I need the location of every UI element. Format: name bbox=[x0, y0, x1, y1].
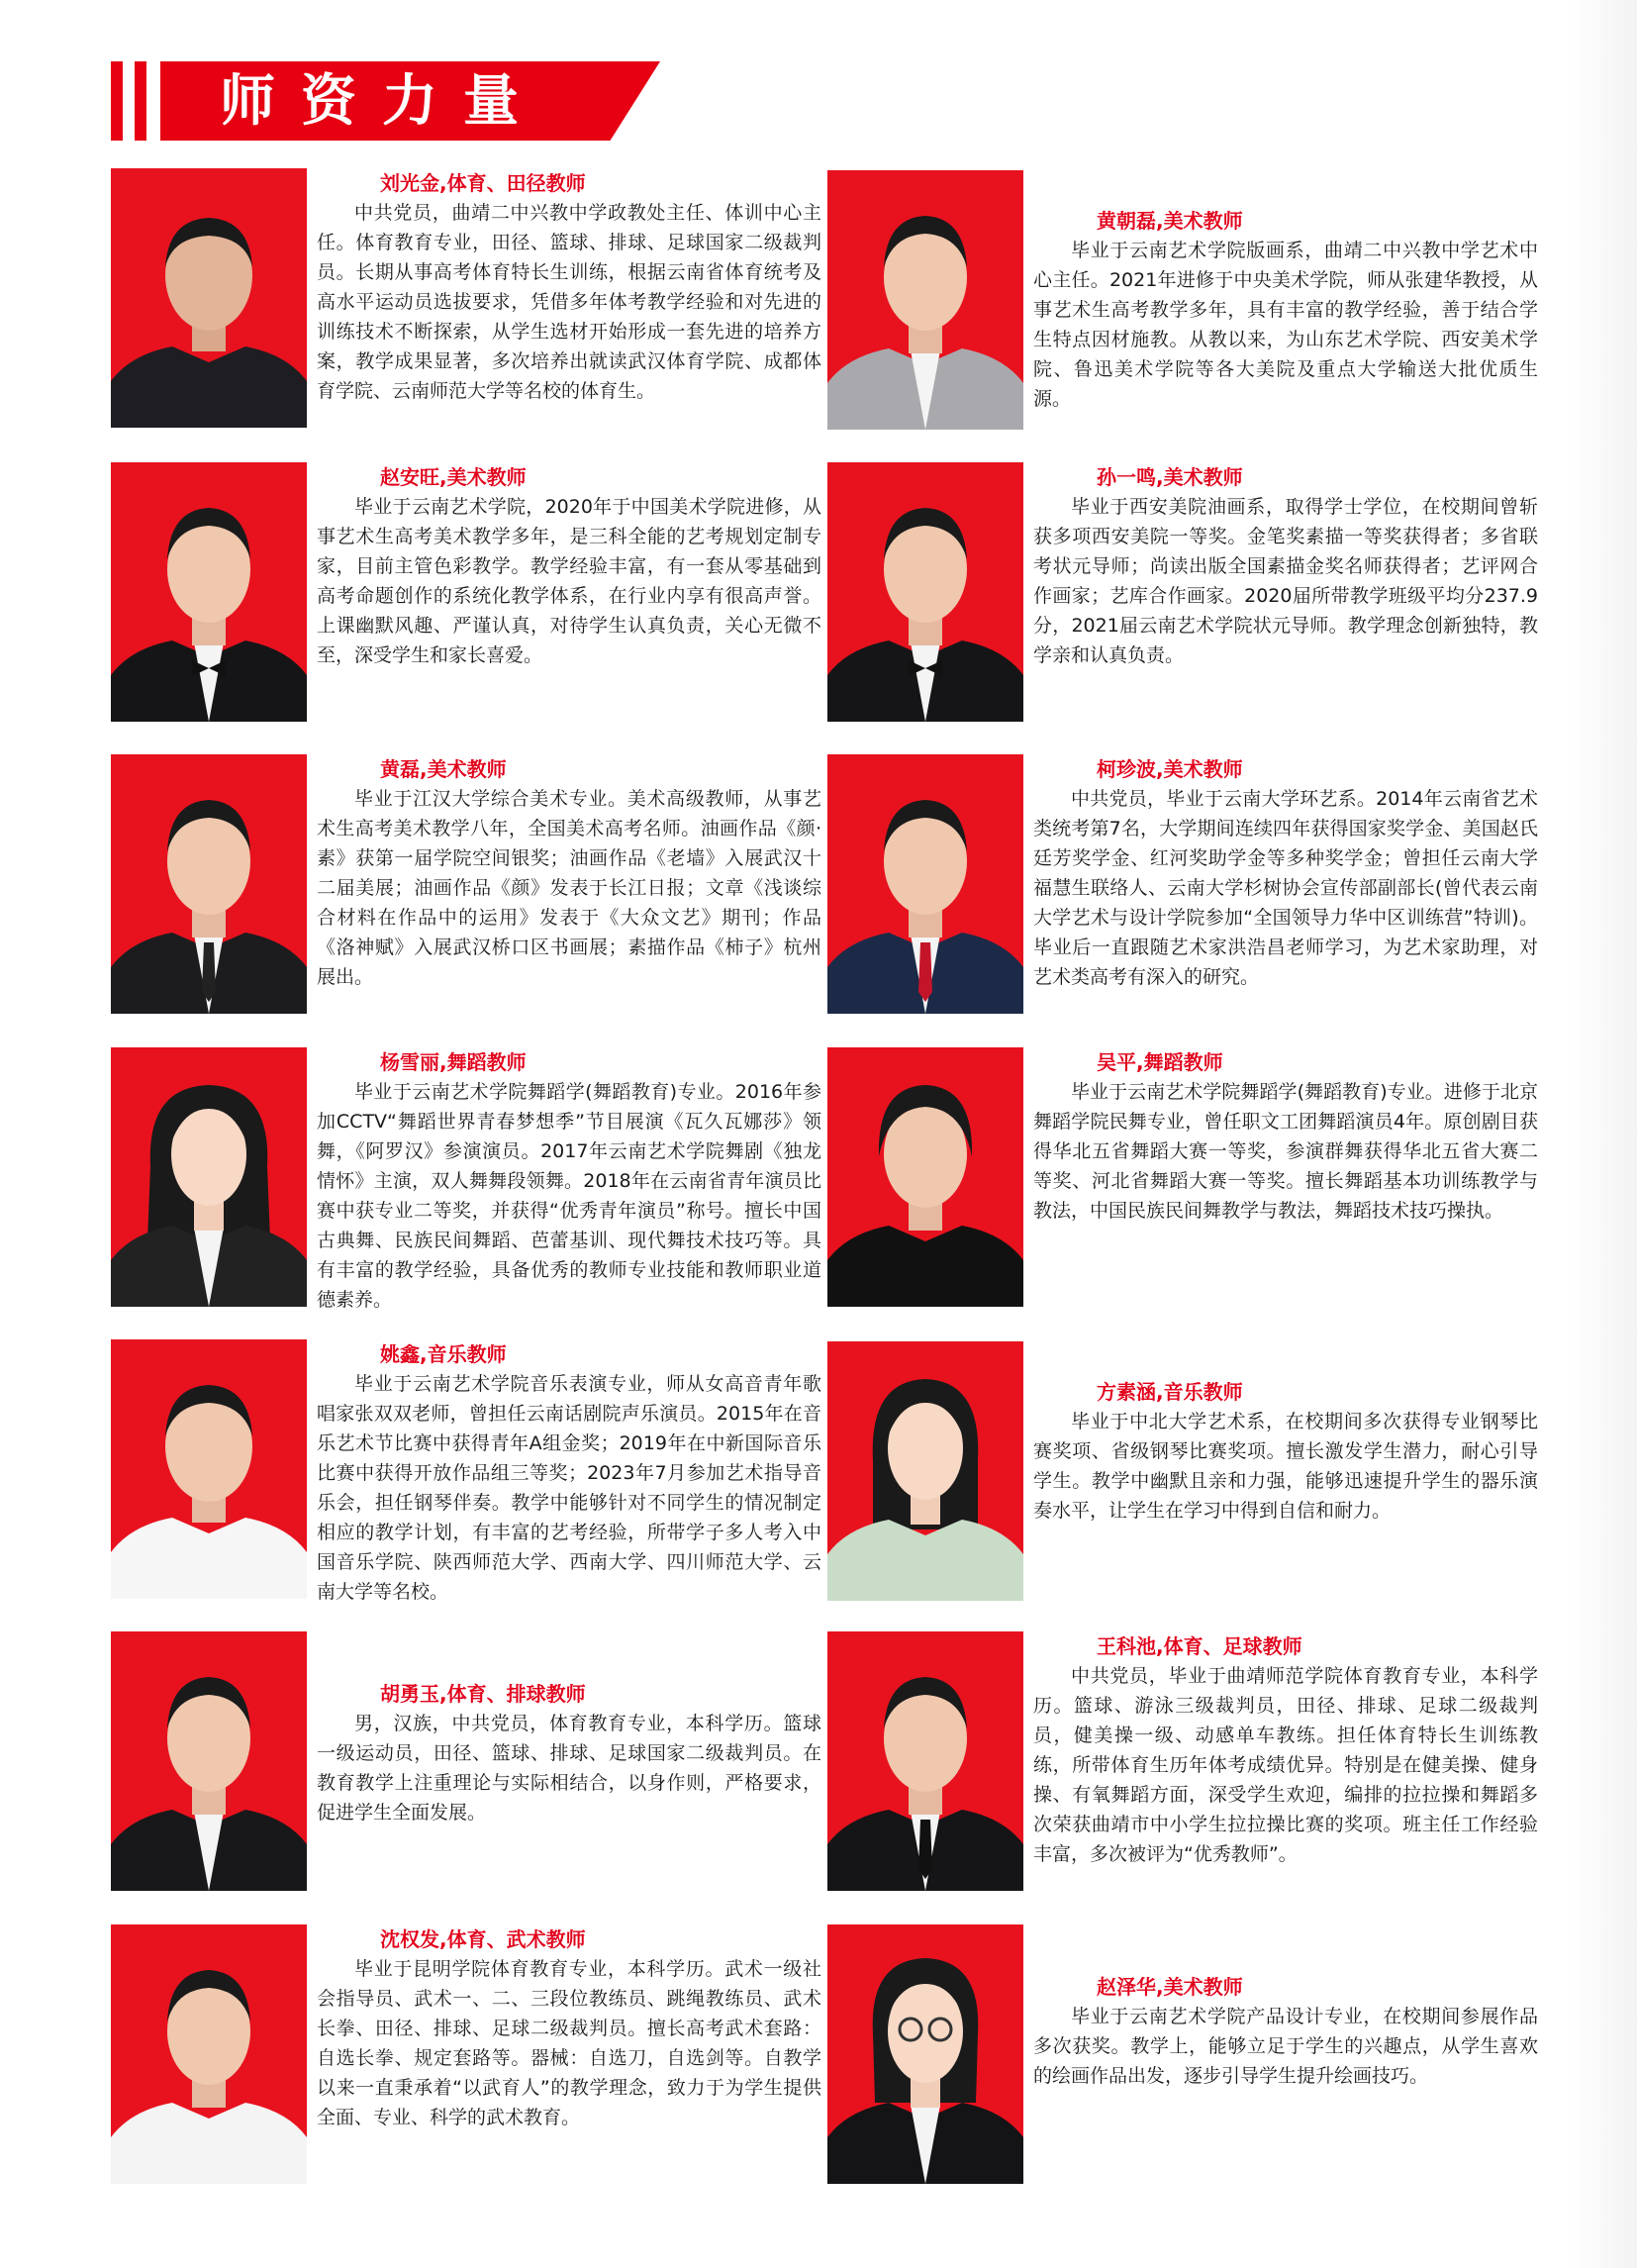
teacher-portrait bbox=[827, 1047, 1023, 1307]
teacher-portrait bbox=[827, 754, 1023, 1014]
teacher-name: 孙一鸣,美术教师 bbox=[1097, 465, 1243, 489]
teacher-bio: 毕业于西安美院油画系，取得学士学位，在校期间曾斩获多项西安美院一等奖。金笔奖素描一等奖获得者；多省联考状元导师；尚读出版全国素描金奖名师获得者；艺评网合作画家；艺库合作画家。2020届所带教学班级平均分237.9分，2021届云南艺术学院状元导师。教学理念创新独特，教学亲和认真负责。 bbox=[1033, 496, 1538, 666]
teacher-portrait bbox=[111, 1339, 307, 1599]
teacher-bio: 毕业于云南艺术学院舞蹈学(舞蹈教育)专业。2016年参加CCTV“舞蹈世界青春梦想季”节目展演《瓦久瓦娜莎》领舞，《阿罗汉》参演演员。2017年云南艺术学院舞剧《独龙情怀》主演，双人舞舞段领舞。2018年在云南省青年演员比赛中获专业二等奖，并获得“优秀青年演员”称号。擅长中国古典舞、民族民间舞蹈、芭蕾基训、现代舞技术技巧等。具有丰富的教学经验，具备优秀的教师专业技能和教师职业道德素养。 bbox=[317, 1081, 821, 1311]
section-header bbox=[111, 61, 665, 141]
teacher-portrait bbox=[111, 462, 307, 722]
teacher-portrait bbox=[827, 1631, 1023, 1891]
teacher-bio: 毕业于云南艺术学院产品设计专业，在校期间参展作品多次获奖。教学上，能够立足于学生的兴趣点，从学生喜欢的绘画作品出发，逐步引导学生提升绘画技巧。 bbox=[1033, 2006, 1538, 2087]
teacher-name: 杨雪丽,舞蹈教师 bbox=[380, 1050, 527, 1074]
teacher-portrait bbox=[827, 1341, 1023, 1601]
teacher-name: 沈权发,体育、武术教师 bbox=[380, 1927, 586, 1951]
teacher-name: 黄磊,美术教师 bbox=[380, 757, 507, 781]
page-edge-shade bbox=[1568, 0, 1637, 2268]
teacher-bio: 中共党员，毕业于云南大学环艺系。2014年云南省艺术类统考第7名，大学期间连续四年获得国家奖学金、美国赵氏廷芳奖学金、红河奖助学金等多种奖学金；曾担任云南大学福慧生联络人、云南大学杉树协会宣传部副部长(曾代表云南大学艺术与设计学院参加“全国领导力华中区训练营”特训)。毕业后一直跟随艺术家洪浩昌老师学习，为艺术家助理，对艺术类高考有深入的研究。 bbox=[1033, 788, 1538, 988]
teacher-name: 方素涵,音乐教师 bbox=[1097, 1380, 1243, 1404]
teacher-portrait bbox=[111, 1631, 307, 1891]
teacher-name: 赵安旺,美术教师 bbox=[380, 465, 527, 489]
teacher-name: 柯珍波,美术教师 bbox=[1097, 757, 1243, 781]
teacher-bio: 中共党员，毕业于曲靖师范学院体育教育专业，本科学历。篮球、游泳三级裁判员，田径、排球、足球二级裁判员，健美操一级、动感单车教练。担任体育特长生训练教练，所带体育生历年体考成绩优异。特别是在健美操、健身操、有氧舞蹈方面，深受学生欢迎，编排的拉拉操和舞蹈多次荣获曲靖市中小学生拉拉操比赛的奖项。班主任工作经验丰富，多次被评为“优秀教师”。 bbox=[1033, 1665, 1538, 1865]
teacher-portrait bbox=[111, 168, 307, 428]
teacher-bio: 毕业于昆明学院体育教育专业，本科学历。武术一级社会指导员、武术一、二、三段位教练员、跳绳教练员、武术长拳、田径、排球、足球二级裁判员。擅长高考武术套路：自选长拳、规定套路等。器械：自选刀，自选剑等。自教学以来一直秉承着“以武育人”的教学理念，致力于为学生提供全面、专业、科学的武术教育。 bbox=[317, 1958, 821, 2128]
teacher-bio: 毕业于云南艺术学院，2020年于中国美术学院进修，从事艺术生高考美术教学多年，是三科全能的艺考规划定制专家，目前主管色彩教学。教学经验丰富，有一套从零基础到高考命题创作的系统化教学体系，在行业内享有很高声誉。上课幽默风趣、严谨认真，对待学生认真负责，关心无微不至，深受学生和家长喜爱。 bbox=[317, 496, 821, 666]
teacher-bio: 毕业于云南艺术学院版画系，曲靖二中兴教中学艺术中心主任。2021年进修于中央美术学院，师从张建华教授，从事艺术生高考教学多年，具有丰富的教学经验，善于结合学生特点因材施教。从教以来，为山东艺术学院、西安美术学院、鲁迅美术学院等各大美院及重点大学输送大批优质生源。 bbox=[1033, 240, 1538, 410]
teacher-portrait bbox=[111, 754, 307, 1014]
teacher-bio: 中共党员，曲靖二中兴教中学政教处主任、体训中心主任。体育教育专业，田径、篮球、排球、足球国家二级裁判员。长期从事高考体育特长生训练，根据云南省体育统考及高水平运动员选拔要求，凭借多年体考教学经验和对先进的训练技术不断探索，从学生选材开始形成一套先进的培养方案，教学成果显著，多次培养出就读武汉体育学院、成都体育学院、云南师范大学等名校的体育生。 bbox=[317, 202, 821, 402]
teacher-name: 吴平,舞蹈教师 bbox=[1097, 1050, 1223, 1074]
header-accent-bar bbox=[135, 61, 146, 141]
teacher-bio: 男，汉族，中共党员，体育教育专业，本科学历。篮球一级运动员，田径、篮球、排球、足球国家二级裁判员。在教育教学上注重理论与实际相结合，以身作则，严格要求，促进学生全面发展。 bbox=[317, 1713, 821, 1824]
teacher-bio: 毕业于江汉大学综合美术专业。美术高级教师，从事艺术生高考美术教学八年，全国美术高考名师。油画作品《颜·素》获第一届学院空间银奖；油画作品《老墙》入展武汉十二届美展；油画作品《颜》发表于长江日报；文章《浅谈综合材料在作品中的运用》发表于《大众文艺》期刊；作品《洛神赋》入展武汉桥口区书画展；素描作品《柿子》杭州展出。 bbox=[317, 788, 821, 988]
teacher-name: 黄朝磊,美术教师 bbox=[1097, 209, 1243, 233]
teacher-name: 刘光金,体育、田径教师 bbox=[380, 171, 586, 195]
teacher-portrait bbox=[827, 170, 1023, 430]
teacher-name: 赵泽华,美术教师 bbox=[1097, 1975, 1243, 1999]
teacher-name: 王科池,体育、足球教师 bbox=[1097, 1634, 1302, 1658]
teacher-portrait bbox=[827, 462, 1023, 722]
teacher-portrait bbox=[111, 1924, 307, 2184]
teacher-portrait bbox=[827, 1924, 1023, 2184]
teacher-bio: 毕业于云南艺术学院音乐表演专业，师从女高音青年歌唱家张双双老师，曾担任云南话剧院声乐演员。2015年在音乐艺术节比赛中获得青年A组金奖；2019年在中新国际音乐比赛中获得开放作品组三等奖；2023年7月参加艺术指导音乐会，担任钢琴伴奏。教学中能够针对不同学生的情况制定相应的教学计划，有丰富的艺考经验，所带学子多人考入中国音乐学院、陕西师范大学、西南大学、四川师范大学、云南大学等名校。 bbox=[317, 1373, 821, 1603]
teacher-portrait bbox=[111, 1047, 307, 1307]
header-accent-bar bbox=[111, 61, 123, 141]
page-title: 师资力量 bbox=[220, 69, 544, 134]
teacher-name: 胡勇玉,体育、排球教师 bbox=[380, 1682, 586, 1706]
teacher-bio: 毕业于云南艺术学院舞蹈学(舞蹈教育)专业。进修于北京舞蹈学院民舞专业，曾任职文工团舞蹈演员4年。原创剧目获得华北五省舞蹈大赛一等奖，参演群舞获得华北五省大赛二等奖、河北省舞蹈大赛一等奖。擅长舞蹈基本功训练教学与教法，中国民族民间舞教学与教法，舞蹈技术技巧操执。 bbox=[1033, 1081, 1538, 1222]
teacher-name: 姚鑫,音乐教师 bbox=[380, 1342, 507, 1366]
teacher-bio: 毕业于中北大学艺术系，在校期间多次获得专业钢琴比赛奖项、省级钢琴比赛奖项。擅长激发学生潜力，耐心引导学生。教学中幽默且亲和力强，能够迅速提升学生的器乐演奏水平，让学生在学习中得到自信和耐力。 bbox=[1033, 1411, 1538, 1522]
